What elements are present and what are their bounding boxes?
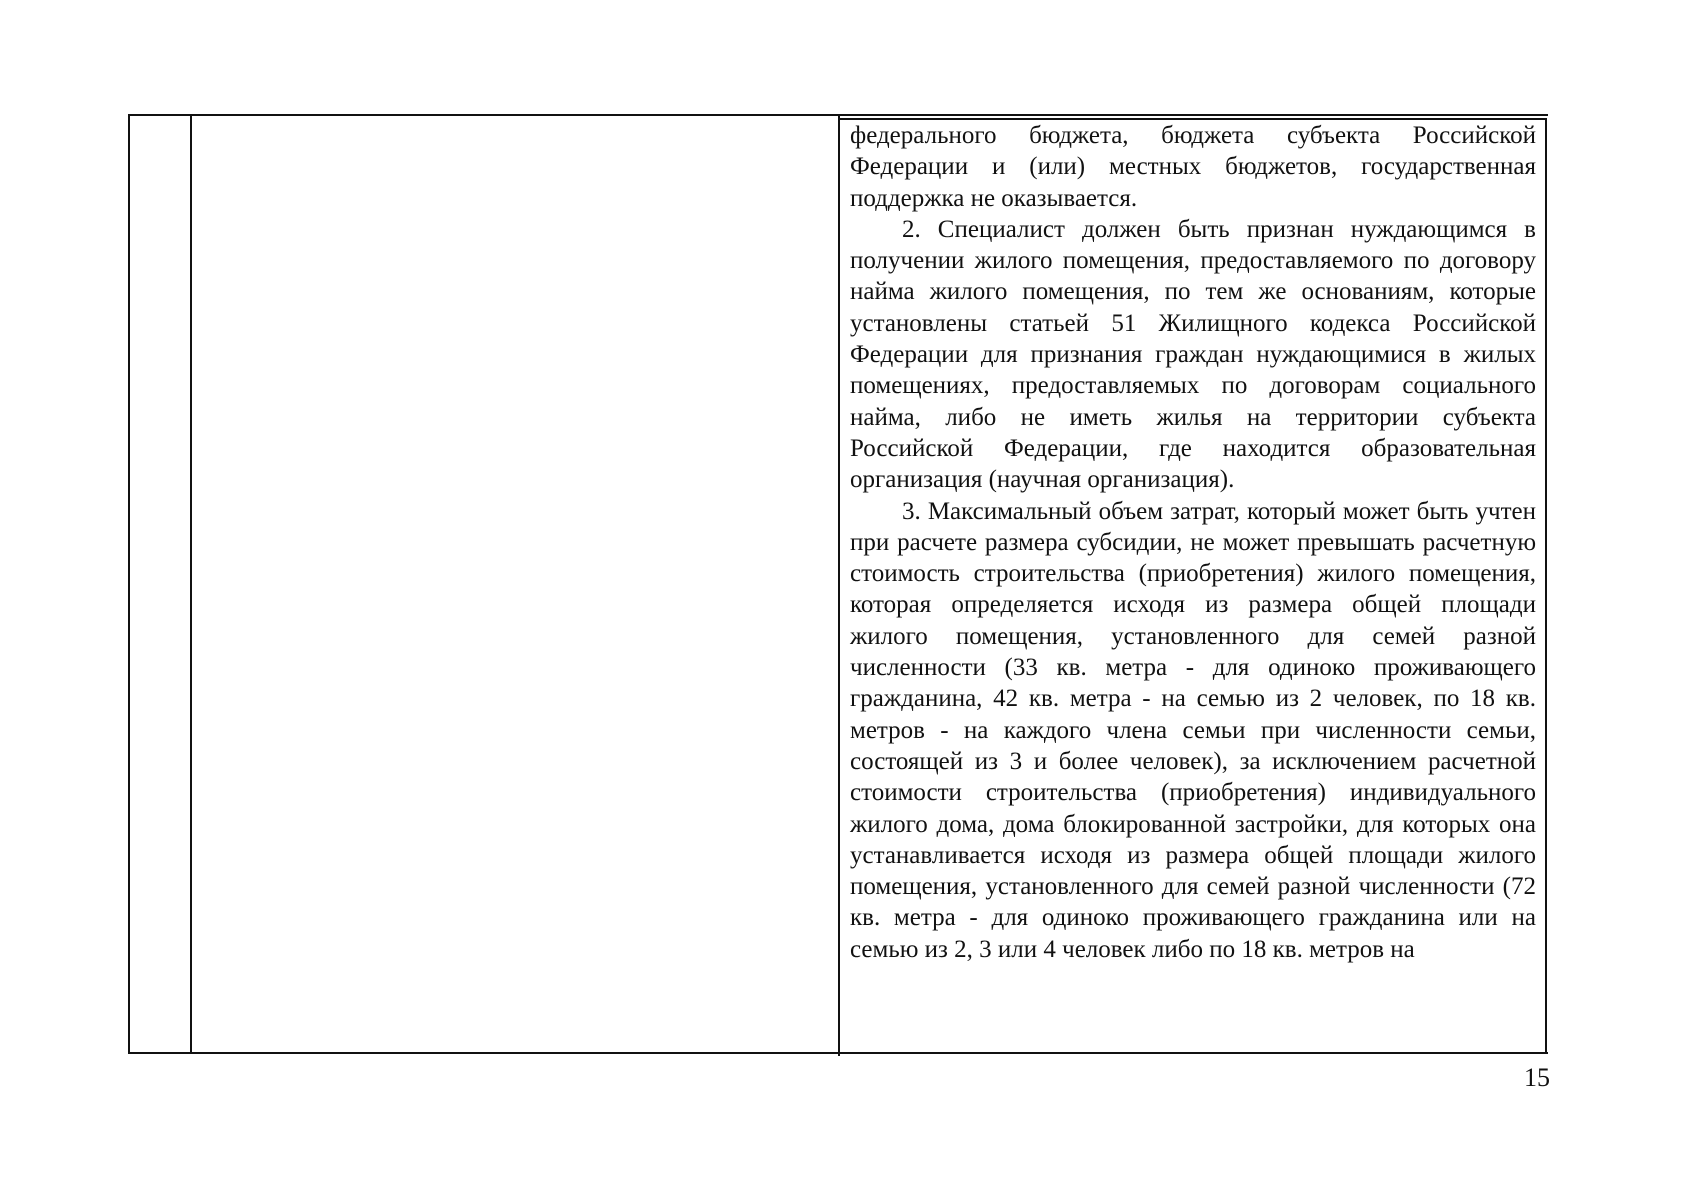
table-column-divider-2	[838, 114, 840, 1056]
paragraph-continuation: федерального бюджета, бюджета субъекта Российской Федерации и (или) местных бюджетов, государственная поддержка не оказывается.	[850, 122, 1536, 212]
table-right-border	[1545, 120, 1547, 1054]
page-number: 15	[1524, 1063, 1550, 1092]
paragraph-item-2: 2. Специалист должен быть признан нуждающимся в получении жилого помещения, предоставляемого по договору найма жилого помещения, по тем же основаниям, которые установлены статьей 51 Жилищного кодекса Российской Федерации для признания граждан нуждающимися в жилых помещениях, предоставляемых по договорам социального найма, либо не иметь жилья на территории субъекта Российской Федерации, где находится образовательная организация (научная организация).	[850, 215, 1536, 494]
table-cell-text	[850, 120, 1536, 965]
paragraph-item-3: 3. Максимальный объем затрат, который может быть учтен при расчете размера субсидии, не может превышать расчетную стоимость строительства (приобретения) жилого помещения, которая определяется исходя из размера общей площади жилого помещения, установленного для семей разной численности (33 кв. метра - для одиноко проживающего гражданина, 42 кв. метра - на семью из 2 человек, по 18 кв. метров - на каждого члена семьи при численности семьи, состоящей из 3 и более человек), за исключением расчетной стоимости строительства (приобретения) индивидуального жилого дома, дома блокированной застройки, для которых она устанавливается исходя из размера общей площади жилого помещения, установленного для семей разной численности (72 кв. метра - для одиноко проживающего гражданина или на семью из 2, 3 или 4 человек либо по 18 кв. метров на	[850, 497, 1536, 963]
table-column-divider-1	[190, 114, 192, 1054]
